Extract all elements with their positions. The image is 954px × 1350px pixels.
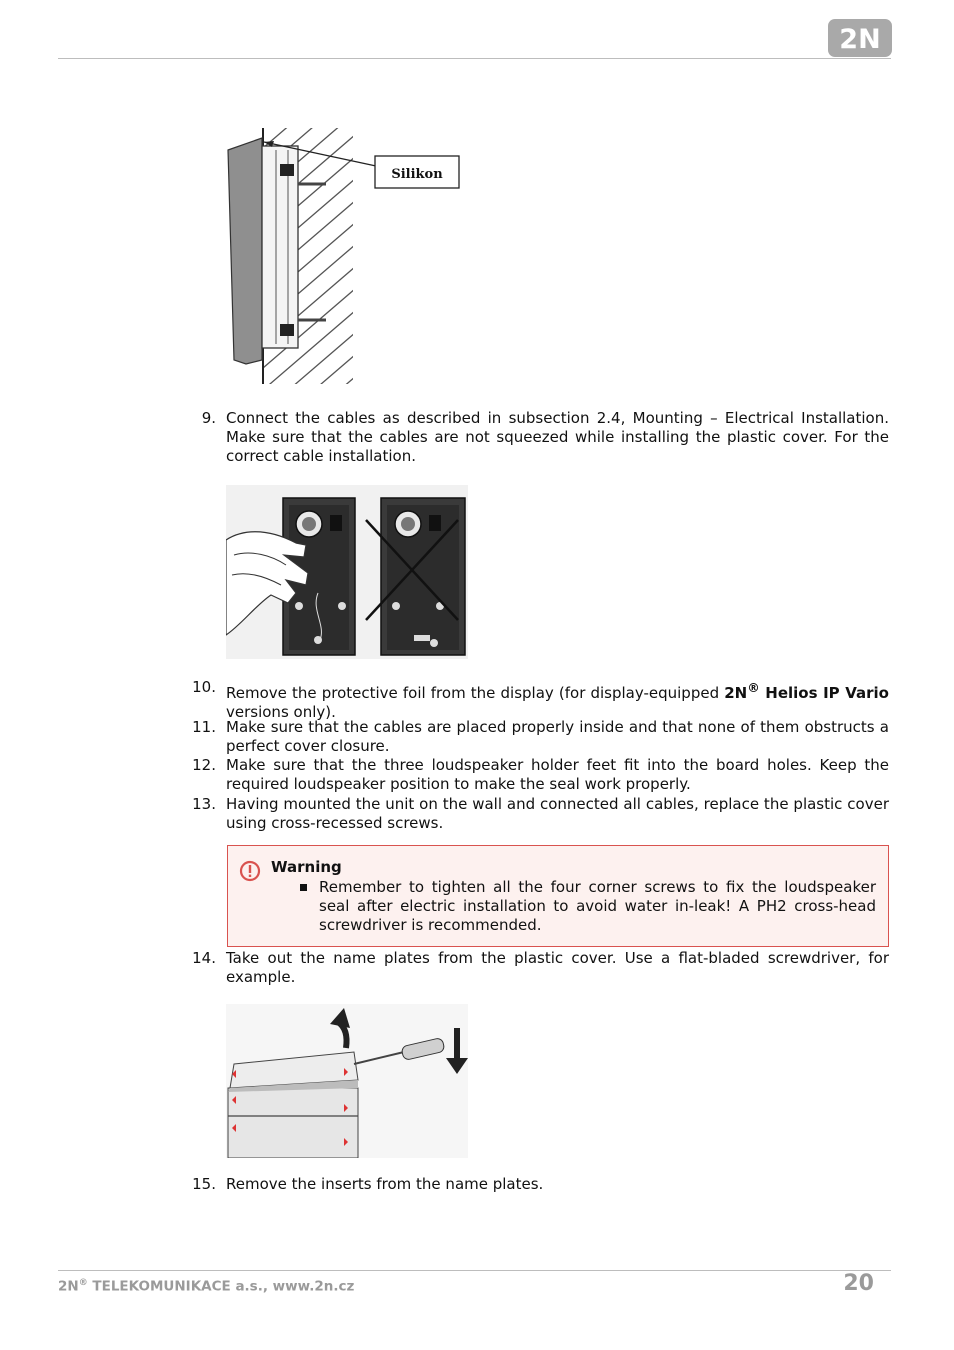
step-13	[186, 795, 889, 833]
warning-box	[227, 845, 889, 947]
step-15	[186, 1175, 889, 1194]
footer-company-name: TELEKOMUNIKACE a.s., www.2n.cz	[87, 1278, 355, 1295]
figure-silicone-mounting	[226, 128, 462, 384]
logo-text: 2N	[839, 24, 881, 55]
footer-brand: 2N	[58, 1278, 79, 1295]
page-number: 20	[843, 1271, 874, 1296]
company-logo	[828, 19, 892, 57]
warning-icon	[239, 860, 261, 886]
step-9	[186, 409, 889, 466]
step-text: Make sure that the cables are placed properly inside and that none of them obstructs a perfect cover closure.	[226, 718, 889, 755]
warning-title: Warning	[271, 858, 342, 876]
figure-cable-installation	[226, 485, 468, 659]
bullet-icon	[300, 884, 307, 891]
step-number: 11.	[192, 718, 216, 736]
header-divider	[58, 58, 891, 59]
step-10	[186, 678, 889, 722]
product-name: Helios IP Vario	[759, 684, 889, 702]
product-brand: 2N	[724, 684, 748, 702]
footer-registered-mark: ®	[78, 1278, 88, 1288]
step-number: 12.	[192, 756, 216, 774]
footer-divider	[58, 1270, 891, 1271]
step-number: 14.	[192, 949, 216, 967]
step-text: Remove the inserts from the name plates.	[226, 1175, 544, 1193]
step-11	[186, 718, 889, 756]
silikon-label: Silikon	[391, 167, 443, 182]
step-14	[186, 949, 889, 987]
step-text: Make sure that the three loudspeaker holder feet fit into the board holes. Keep the required loudspeaker position to make the seal work properly.	[226, 756, 889, 793]
step-text: Connect the cables as described in subsection 2.4, Mounting – Electrical Installation. Make sure that the cables are not squeezed while installing the plastic cover. For the correct cable installation.	[226, 409, 889, 465]
figure-name-plates	[226, 1004, 468, 1158]
step-number: 15.	[192, 1175, 216, 1193]
footer-company	[58, 1278, 354, 1295]
step-number: 13.	[192, 795, 216, 813]
step-12	[186, 756, 889, 794]
step-text-part: versions only).	[226, 703, 336, 721]
step-number: 9.	[201, 409, 216, 427]
warning-text: Remember to tighten all the four corner screws to fix the loudspeaker seal after electric installation to avoid water in-leak! A PH2 cross-head screwdriver is recommended.	[319, 878, 876, 934]
step-text: Having mounted the unit on the wall and connected all cables, replace the plastic cover using cross-recessed screws.	[226, 795, 889, 832]
step-text-part: Remove the protective foil from the display (for display-equipped	[226, 684, 725, 702]
step-text: Take out the name plates from the plastic cover. Use a flat-bladed screwdriver, for example.	[226, 949, 889, 986]
step-number: 10.	[192, 678, 216, 696]
step-text	[226, 678, 889, 722]
registered-mark: ®	[747, 680, 760, 695]
